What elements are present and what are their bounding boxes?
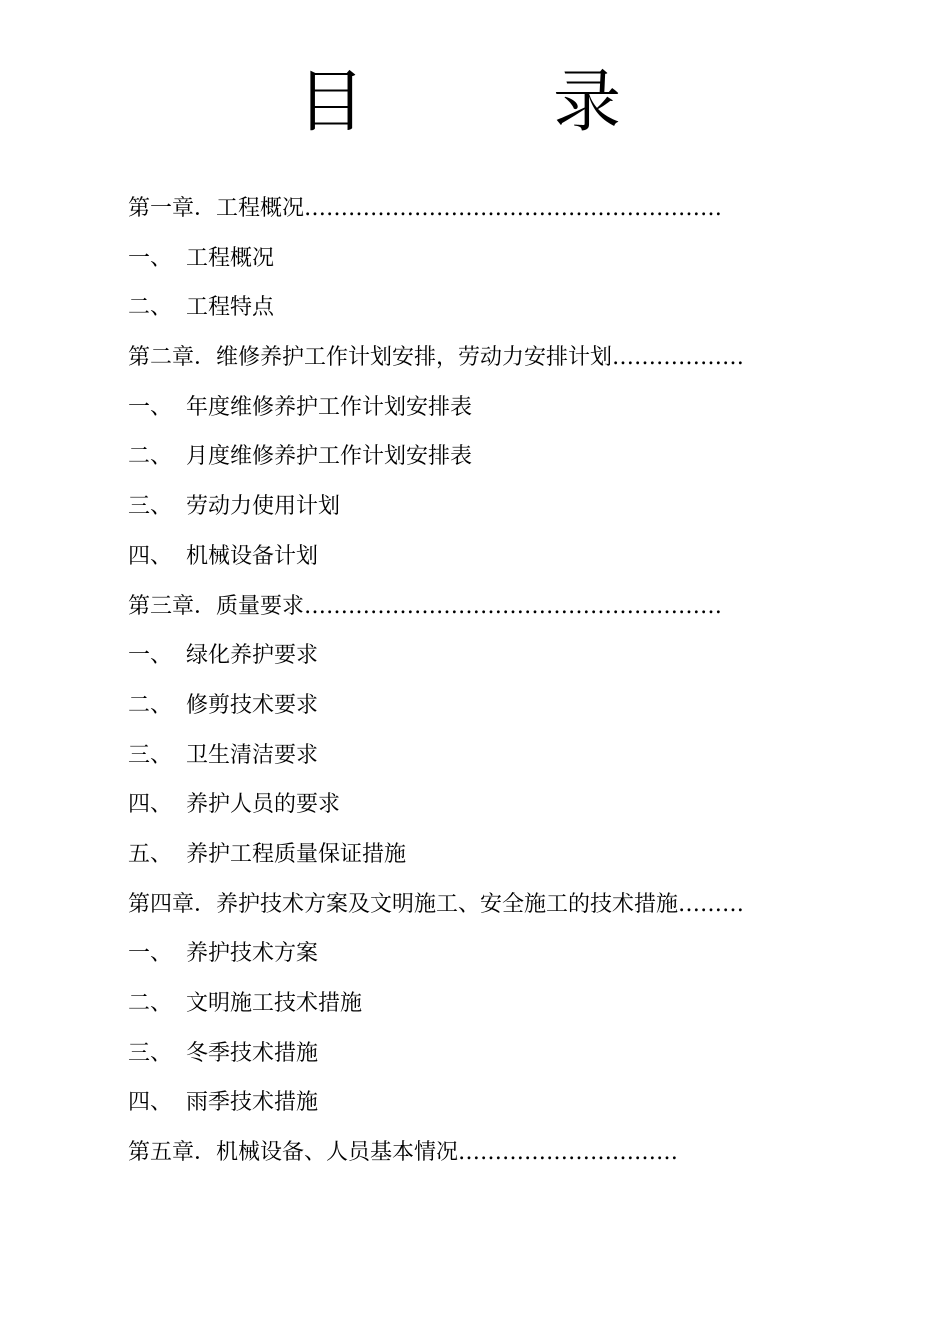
toc-chapter-entry[interactable] [128,588,808,638]
section-number: 一、 [128,941,173,967]
section-title: 月度维修养护工作计划安排表 [186,444,473,470]
chapter-title: 维修养护工作计划安排，劳动力安排计划 [216,345,613,371]
chapter-title: 工程概况 [216,196,305,221]
chapter-number: 第二章． [128,345,217,371]
section-title: 工程概况 [186,245,275,271]
section-title: 养护人员的要求 [186,792,341,818]
section-title: 机械设备计划 [186,543,319,569]
chapter-title: 养护技术方案及文明施工、安全施工的技术措施 [216,891,679,917]
section-number: 四、 [128,792,173,818]
toc-chapter-entry[interactable] [128,886,808,936]
section-title: 劳动力使用计划 [186,494,341,520]
table-of-contents [128,190,808,1184]
toc-section-entry[interactable] [128,389,808,439]
toc-section-entry[interactable] [128,240,808,290]
toc-section-entry[interactable] [128,488,808,538]
chapter-title: 机械设备、人员基本情况 [216,1140,459,1166]
chapter-number: 第四章． [128,891,217,917]
toc-section-entry[interactable] [128,985,808,1035]
toc-section-entry[interactable] [128,935,808,985]
page-title: 目 录 [296,63,681,142]
section-title: 文明施工技术措施 [186,991,363,1016]
section-number: 五、 [128,841,173,867]
section-title: 雨季技术措施 [186,1090,319,1116]
section-number: 一、 [128,394,173,420]
section-number: 三、 [128,742,173,768]
toc-chapter-entry[interactable] [128,190,808,240]
chapter-number: 第五章． [128,1140,217,1166]
dot-leader: ……… [678,891,745,917]
toc-section-entry[interactable] [128,687,808,737]
section-number: 二、 [128,692,173,718]
section-title: 绿化养护要求 [186,643,319,669]
section-number: 二、 [128,991,173,1016]
section-title: 冬季技术措施 [186,1040,319,1066]
toc-chapter-entry[interactable] [128,339,808,389]
section-title: 修剪技术要求 [186,692,319,718]
section-number: 一、 [128,643,173,669]
dot-leader: ……………… [612,345,745,371]
toc-section-entry[interactable] [128,1035,808,1085]
toc-section-entry[interactable] [128,637,808,687]
section-title: 养护技术方案 [186,941,319,967]
section-number: 三、 [128,494,173,520]
dot-leader: ………………………………………………… [304,593,723,619]
chapter-number: 第三章． [128,593,217,619]
toc-chapter-entry[interactable] [128,1134,808,1184]
dot-leader: ………………………………………………… [304,196,723,221]
dot-leader: ………………………… [458,1140,679,1166]
section-number: 三、 [128,1040,173,1066]
toc-section-entry[interactable] [128,289,808,339]
section-title: 年度维修养护工作计划安排表 [186,394,473,420]
toc-section-entry[interactable] [128,438,808,488]
toc-section-entry[interactable] [128,836,808,886]
chapter-number: 第一章． [128,196,217,221]
chapter-title: 质量要求 [216,593,305,619]
section-number: 二、 [128,444,173,470]
toc-section-entry[interactable] [128,538,808,588]
section-title: 卫生清洁要求 [186,742,319,768]
section-number: 二、 [128,295,173,321]
section-title: 养护工程质量保证措施 [186,841,407,867]
toc-section-entry[interactable] [128,1084,808,1134]
section-title: 工程特点 [186,295,275,321]
section-number: 一、 [128,245,173,271]
toc-section-entry[interactable] [128,786,808,836]
section-number: 四、 [128,543,173,569]
section-number: 四、 [128,1090,173,1116]
toc-section-entry[interactable] [128,737,808,787]
